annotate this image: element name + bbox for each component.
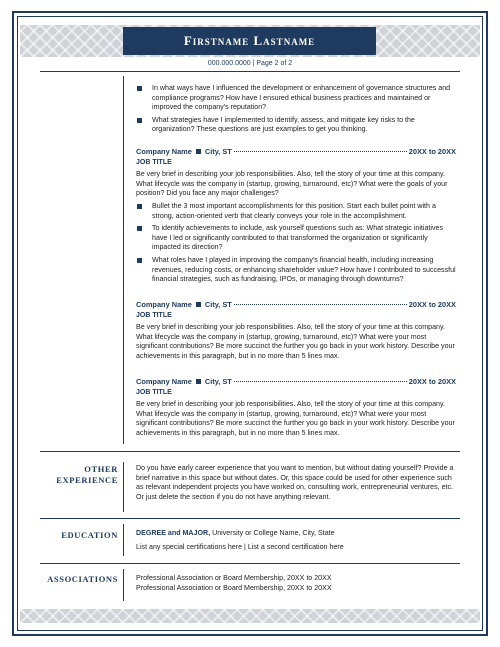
experience-vertical-rule [123, 76, 124, 444]
dotted-leader [234, 304, 407, 305]
associations-block [136, 574, 456, 593]
separator-square-icon [196, 302, 201, 307]
section-vertical-rule [123, 462, 124, 512]
bullet-square-icon [137, 118, 142, 123]
job-title: JOB TITLE [136, 311, 172, 319]
company-name: Company Name [136, 300, 192, 309]
footer-pattern-band [20, 609, 480, 623]
section-divider [40, 563, 460, 564]
job-entry-3 [136, 377, 456, 439]
other-experience-text: Do you have early career experience that you want to mention, but without dating yourself? Provide a brief narrative in this space but without dates. Or, this space could be used for other experience such as relevant independent projects you have worked on, consulting work, entrepreneurial ventures, etc. Or just delete the section if you do not have anything relevant. [136, 464, 454, 501]
company-name: Company Name [136, 377, 192, 386]
list-item: In what ways have I influenced the development or enhancement of governance structures and compliance programs? How have I ensured ethical business practices and maintained or improved the company's reputation? [136, 84, 456, 113]
job-title: JOB TITLE [136, 158, 172, 166]
job-header [136, 147, 456, 157]
list-item: What roles have I played in improving the company's financial health, including increasing revenues, reducing costs, or enhancing shareholder value? How have I contributed to successful financial strategies, such as fundraising, IPOs, or managing through downturns? [136, 256, 456, 285]
section-divider [40, 451, 460, 452]
dotted-leader [234, 151, 407, 152]
school-name: University or College Name, City, State [210, 529, 335, 537]
company-name: Company Name [136, 147, 192, 156]
education-block [136, 529, 456, 552]
bullet-square-icon [137, 86, 142, 91]
certifications-line: List any special certifications here | List a second certification here [136, 542, 344, 551]
associations-heading: ASSOCIATIONS [47, 574, 118, 584]
job-header [136, 300, 456, 310]
list-item: To identify achievements to include, ask yourself questions such as: What strategic initiatives have I led or significantly contributed to that transformed the organization or significantly impacted its direction? [136, 224, 456, 253]
job-description: Be very brief in describing your job responsibilities. Also, tell the story of your time at this company. What lifecycle was the company in (startup, growing, turnaround, etc)? What were your most significant contributions? Be more succinct the further you go back in your work history. Describe your achievements in this paragraph, but in no more than 5 lines max. [136, 323, 455, 360]
job-title: JOB TITLE [136, 388, 172, 396]
section-vertical-rule [123, 524, 124, 556]
dotted-leader [234, 381, 407, 382]
company-city: City, ST [204, 300, 232, 309]
job-description: Be very brief in describing your job responsibilities. Also, tell the story of your time at this company. What lifecycle was the company in (startup, growing, turnaround, etc)? What were your most significant contributions? Be more succinct the further you go back in your work history. Describe your achievements in this paragraph, but in no more than 5 lines max. [136, 400, 455, 437]
section-divider [40, 518, 460, 519]
job-dates: 20XX to 20XX [408, 147, 456, 156]
company-city: City, ST [204, 147, 232, 156]
job-header [136, 377, 456, 387]
job-entry-1 [136, 147, 456, 288]
contact-line: 000.000.0000 | Page 2 of 2 [207, 60, 293, 67]
separator-square-icon [196, 149, 201, 154]
bullet-square-icon [137, 258, 142, 263]
degree-name: DEGREE and MAJOR, [136, 529, 211, 537]
degree-line [136, 529, 456, 539]
continued-bullets-block [136, 84, 456, 138]
section-vertical-rule [123, 569, 124, 601]
list-item: Bullet the 3 most important accomplishments for this position. Start each bullet point with a strong, action-oriented verb that clearly conveys your role in the accomplishment. [136, 202, 456, 221]
bullet-square-icon [137, 226, 142, 231]
list-item: What strategies have I implemented to identify, assess, and mitigate key risks to the organization? These questions are just examples to get you thinking. [136, 116, 456, 135]
education-heading: EDUCATION [61, 530, 118, 540]
separator-square-icon [196, 379, 201, 384]
candidate-name: Firstname Lastname [123, 27, 376, 55]
header-rule [40, 71, 460, 72]
job-dates: 20XX to 20XX [408, 377, 456, 386]
job-entry-2 [136, 300, 456, 362]
job-dates: 20XX to 20XX [408, 300, 456, 309]
company-city: City, ST [204, 377, 232, 386]
job-description: Be very brief in describing your job responsibilities. Also, tell the story of your time at this company. What lifecycle was the company in (startup, growing, turnaround, etc)? What were the goals of your position? Did you face any major challenges? [136, 170, 448, 198]
bullet-square-icon [137, 204, 142, 209]
list-item: Professional Association or Board Membership, 20XX to 20XX [136, 583, 332, 592]
other-experience-heading: OTHER EXPERIENCE [56, 464, 118, 485]
list-item: Professional Association or Board Membership, 20XX to 20XX [136, 574, 332, 582]
